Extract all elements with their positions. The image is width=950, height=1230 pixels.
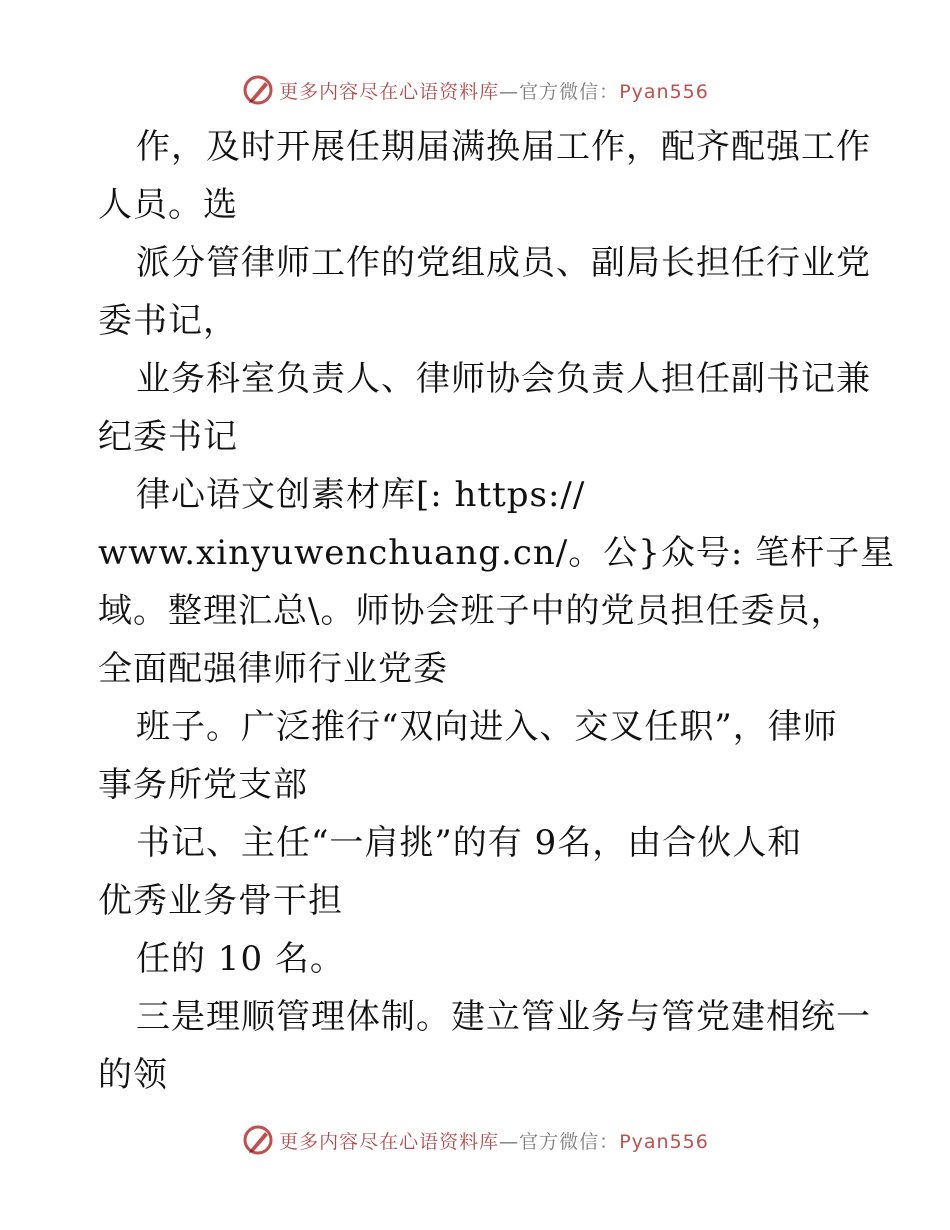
footer-wechat-id: Pyan556	[619, 1130, 709, 1153]
body-line: 优秀业务骨干担	[98, 881, 343, 921]
footer-wechat-label: 官方微信：	[519, 1130, 620, 1153]
document-body	[98, 118, 896, 1104]
header-dash: —	[499, 80, 520, 103]
body-line: 委书记，	[98, 301, 238, 341]
footer-banner	[0, 1122, 950, 1158]
pen-circle-logo-icon	[241, 73, 275, 107]
body-line: 班子。广泛推行“双向进入、交叉任职”，律师	[136, 707, 838, 747]
body-line: 书记、主任“一肩挑”的有 9名，由合伙人和	[136, 823, 803, 863]
body-line: 纪委书记	[98, 417, 238, 457]
header-banner	[0, 72, 950, 108]
body-line: 业务科室负责人、律师协会负责人担任副书记兼	[136, 359, 871, 399]
header-brand: 更多内容尽在心语资料库	[279, 80, 500, 103]
body-line: 派分管律师工作的党组成员、副局长担任行业党	[136, 243, 871, 283]
footer-text	[279, 1127, 709, 1154]
body-line: 任的 10 名。	[136, 939, 345, 979]
header-wechat-label: 官方微信：	[519, 80, 620, 103]
body-line: 律心语文创素材库[: https://	[136, 475, 586, 515]
body-line: 事务所党支部	[98, 765, 308, 805]
body-line: 域。整理汇总\。师协会班子中的党员担任委员，	[98, 591, 846, 631]
footer-dash: —	[499, 1130, 520, 1153]
footer-brand: 更多内容尽在心语资料库	[279, 1130, 500, 1153]
body-line: 作，及时开展任期届满换届工作，配齐配强工作	[136, 127, 871, 167]
header-wechat-id: Pyan556	[619, 80, 709, 103]
body-line: 三是理顺管理体制。建立管业务与管党建相统一	[136, 997, 871, 1037]
body-line: 的领	[98, 1055, 168, 1095]
body-line: 全面配强律师行业党委	[98, 649, 448, 689]
body-line: www.xinyuwenchuang.cn/。公}众号: 笔杆子星	[98, 533, 896, 573]
body-line: 人员。选	[98, 185, 238, 225]
header-text	[279, 77, 709, 104]
pen-circle-logo-icon	[241, 1123, 275, 1157]
